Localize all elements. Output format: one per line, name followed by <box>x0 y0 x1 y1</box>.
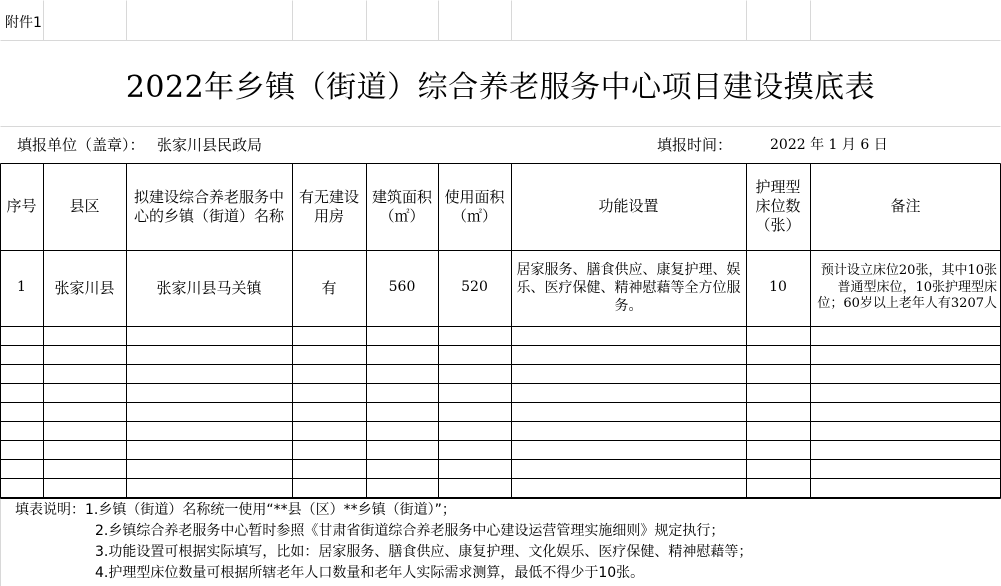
note-item-3: 3.功能设置可根据实际填写，比如：居家服务、膳食供应、康复护理、文化娱乐、医疗保健、精神慰藉等； <box>95 544 753 560</box>
notes-label: 填表说明： <box>15 502 85 518</box>
cell-use-area[interactable]: 520 <box>461 279 488 296</box>
cell-remark[interactable]: 预计设立床位20张，其中10张普通型床位，10张护理型床位；60岁以上老年人有3207人 <box>817 262 997 312</box>
reporting-unit-label: 填报单位（盖章）： <box>17 136 145 154</box>
attachment-label: 附件1 <box>5 15 42 31</box>
header-remark: 备注 <box>890 197 921 216</box>
header-build-area: 建筑面积（㎡） <box>371 187 432 225</box>
header-function: 功能设置 <box>598 197 659 216</box>
note-item-2: 2.乡镇综合养老服务中心暂时参照《甘肃省街道综合养老服务中心建设运营管理实施细则》规定执行； <box>95 523 725 539</box>
header-use-area: 使用面积（㎡） <box>444 187 505 225</box>
note-item-1: 1.乡镇（街道）名称统一使用“**县（区）**乡镇（街道）”； <box>85 502 456 518</box>
report-date-value: 2022 年 1 月 6 日 <box>770 137 888 153</box>
header-town: 拟建设综合养老服务中心的乡镇（街道）名称 <box>133 187 284 225</box>
reporting-unit-value: 张家川县民政局 <box>157 136 263 154</box>
header-county: 县区 <box>69 197 100 216</box>
cell-build-area[interactable]: 560 <box>388 279 416 296</box>
cell-function[interactable]: 居家服务、膳食供应、康复护理、娱乐、医疗保健、精神慰藉等全方位服务。 <box>516 261 741 315</box>
page-title: 2022年乡镇（街道）综合养老服务中心项目建设摸底表 <box>125 70 876 105</box>
fill-instructions <box>15 500 752 584</box>
report-date-label: 填报时间： <box>657 136 733 154</box>
note-item <box>15 500 752 521</box>
cell-town[interactable]: 张家川县马关镇 <box>156 278 262 297</box>
header-beds: 护理型床位数（张） <box>755 178 801 234</box>
cell-county[interactable]: 张家川县 <box>54 278 115 297</box>
cell-beds[interactable]: 10 <box>769 279 787 296</box>
header-housing: 有无建设用房 <box>298 187 359 225</box>
cell-seq[interactable]: 1 <box>17 279 26 296</box>
header-seq: 序号 <box>6 197 37 216</box>
note-item-4: 4.护理型床位数量可根据所辖老年人口数量和老年人实际需求测算，最低不得少于10张。 <box>95 565 645 581</box>
cell-housing[interactable]: 有 <box>321 278 337 297</box>
